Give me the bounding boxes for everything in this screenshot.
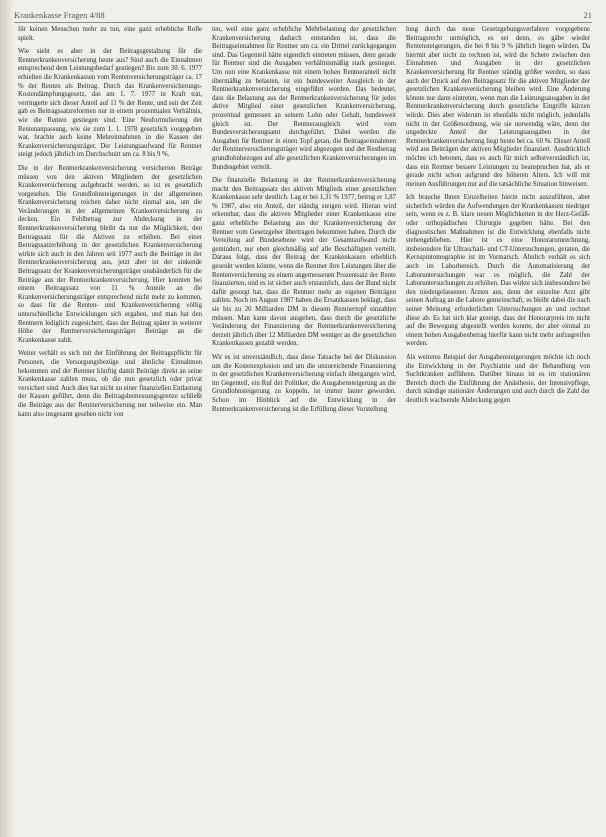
column-3 xyxy=(406,26,590,825)
header-rule xyxy=(14,22,592,23)
page-header xyxy=(14,8,592,22)
paragraph: Die finanzielle Belastung in der Rentnerkrankenversicherung macht den Beitragssatz des aktiven Mitglieds einer gesetzlichen Krankenkasse sehr deutlich. Lag er bei 1,31 % 1977, betrug er 1,87 % 1987, also ein Anteil, der ständig steigen wird. Hieran wird erkennbar, dass die aktiven Mitglieder einer Krankenkasse eine ganz erhebliche Belastung aus der Krankenversicherung der Rentner vom Gesetzgeber übertragen bekommen haben. Durch die Verteilung auf Bundesebene wird der Gesamtaufwand nicht gemindert, nur eben gleichmäßig auf alle Beschäftigten verteilt. Daraus folgt, dass der Beitrag der Krankenkassen erheblich gesenkt werden könnte, wenn die Rentner ihre Leistungen über die Rentenversicherung zu einem angemessenen Prozentsatz der Rente finanzierten, und es ist sicher auch erstaunlich, dass der Bund nicht dafür gesorgt hat, dass die Rentner mehr an eigenen Beiträgen zahlen. Noch im August 1987 haben die Ersatzkassen beklagt, dass sie bis zu 20 Milliarden DM in diesem Rentnertopf einzahlen müssen. Man kann davon ausgehen, dass durch die gesetzliche Veränderung der Finanzierung der Rentnerkrankenversicherung derzeit jährlich über 12 Milliarden DM weniger an die gesetzlichen Krankenkassen gezahlt werden. xyxy=(212,177,396,348)
paragraph: Wir es ist unverständlich, dass diese Tatsache bei der Diskussion um die Kostenexplosion und um die unzureichende Finanzierung in der gesetzlichen Krankenversicherung einfach übergangen wird, im Gegenteil, ein Ruf der Politiker, die Ausgabensteigerung an die Grundlohnsteigerung zu koppeln, ist immer lauter geworden. Schon im Hinblick auf die Entwicklung in der Rentnerkrankenversicherung ist die Erfüllung dieser Vorstellung xyxy=(212,353,396,413)
paragraph: Ich brauche Ihnen Einzelheiten hierin nicht auszuführen, aber sicherlich würden die Aufwendungen der Krankenkassen niedriger sein, wenn es z. B. klare neuen Möglichkeiten in der Herz-Gefäß- oder orthopädischen Chirurgie gegeben hätte. Bei den diagnostischen Maßnahmen ist die Entwicklung ebenfalls nicht stehengeblieben. Hier ist es eine Honorarumrechnung, insbesondere für Ultraschall- und CT-Untersuchungen, geraten, die Kernspintomographie ist im Vormarsch. Ähnlich verhält es sich auch im Laborbereich. Durch die Automatisierung der Laboruntersuchungen war es möglich, die Zahl der Laboruntersuchungen zu erhöhen. Das wirkte sich insbesondere bei den niedergelassenen Ärzten aus, denn der einzelne Arzt gibt seinen Auftrag an die Labore gemeinschaft, es bleibt dabei die nach seiner Meinung erforderlichen Untersuchungen an und rechnet diese ab. Es hat sich klar gezeigt, dass der Honorarpreis im nicht auf die Bewegung abgestellt werden konnte, der aber einmal zu einem hohen Ausgabenbetrag hierfür kann nicht mehr aufzugreifen werden. xyxy=(406,194,590,348)
text-columns xyxy=(18,26,590,825)
column-1 xyxy=(18,26,202,825)
paragraph: für keinen Menschen mehr zu tun, eine ganz erhebliche Rolle spielt. xyxy=(18,26,202,42)
running-head: Krankenkasse Fragen 4/88 xyxy=(14,10,105,20)
paragraph: Die in der Rentnerkrankenversicherung versicherten Beträge müssen von den aktiven Mitgliedern der gesetzlichen Krankenversicherung aufgebracht werden, so ist es gesetzlich vorgesehen. Die Grundlohnsteigerungen in der allgemeinen Krankenversicherung reichen daher nicht einmal aus, um die Veränderungen in der allgemeinen Krankenversicherung zu decken. Ein Fehlbetrag zur Abdeckung in der Rentnerkrankenversicherung bleibt da nur die Möglichkeit, den Beitragssatz für die Aktiven zu erhöhen. Bei einer Beitragssatzerhöhung in der gesetzlichen Krankenversicherung wirkte sich auch in den Jahren seit 1977 auch die Beiträge in der Rentnerkrankenversicherung aus, jetzt aber ist der sinkende Beitragssatz der Krankenversicherungsträger unabänderlich für die Beiträge aus der Rentnerkrankenversicherung. Hier konnten bei einem Beitragssatz von 11 % Anteile an die Krankenversicherungsträger entsprechend nicht mehr zu kommen, so dass für die Renten- und Krankenversicherung völlig unterschiedliche Entwicklungen sich ergaben, und man hat den Rentnern lediglich zugesichert, dass der Beitrag später in weiterer Höhe der Rentnerversicherungsträger Beiträge an die Krankenkasse zahlt. xyxy=(18,164,202,344)
scan-binding-shadow xyxy=(0,0,14,837)
page-number: 21 xyxy=(583,10,592,20)
paragraph: Weiter verhält es sich mit der Einführung der Beitragspflicht für Personen, die Versorgungsbezüge und ähnliche Einnahmen bekommen und der Rentner künftig damit Beiträge direkt an seine Krankenkasse zahlen muss, ob die nun gesetzlich oder privat versichert sind. Auch dies hat nicht zu einer finanziellen Entlastung der Kassen geführt, denn die Beitragsbemessungsgrenze schließt die Beiträge aus der Rentnerversicherung nur teilweise ein. Man kann also insgesamt gesehen nicht von xyxy=(18,350,202,418)
paragraph: ten, weil eine ganz erhebliche Mehrbelastung der gesetzlichen Krankenversicherung dadurch entstanden ist, dass die Beitragseinnahmen für Rentner um ca. ein Drittel zurückgegangen sind. Das Gegenteil hätte eigentlich eintreten müssen, denn gerade für Rentner sind die Ausgaben verhältnismäßig stark gestiegen. Um nun eine Krankenkasse mit einem hohen Rentneranteil nicht übermäßig zu belasten, ist ein bundesweiter Ausgleich in der Rentnerkrankenversicherung eingeführt worden. Das bedeutet, dass die Belastung aus der Rentnerkrankenversicherung für jedes aktive Mitglied einer gesetzlichen Krankenversicherung, prozentual gemessen an seinem Lohn oder Gehalt, bundesweit gleich ist. Der Rentnerausgleich wird vom Bundesversicherungsamt durchgeführt. Dabei werden die Ausgaben für Rentner in einen Topf getan, die Beitragseinnahmen der Rentnerversicherungsträger wird abgezogen und der Restbetrag grundlohnbezogen auf alle gesetzlichen Krankenversicherungen im Bundesgebiet verteilt. xyxy=(212,26,396,171)
paragraph: Als weiteres Beispiel der Ausgabensteigerungen möchte ich noch die Entwicklung in der Psychiatrie und der Behandlung von Suchtkranken aufführen. Darüber hinaus ist es im stationären Bereich durch die Einführung der Anästhesie, der Intensivpflege, durch ständige stationäre Änderungen und auch durch die Zahl der deutlich wachsende Abdeckung gegen xyxy=(406,353,590,404)
paragraph: lung durch das neue Gesetzgebungsverfahren vorgegebene Beitragsrecht unmöglich, es sei denn, es gäbe wieder Rentensteigerungen, die bei 8 bis 9 % jährlich liegen würden. Da hiermit aber nicht zu rechnen ist, wird die Schere zwischen den Einnahmen und Ausgaben in der gesetzlichen Krankenversicherung für Rentner ständig größer werden, so dass auch der Druck auf den Beitragssatz für die aktiven Mitglieder der gesetzlichen Krankenversicherung bleiben wird. Eine Änderung könnte nur dann eintreten, wenn man die Leistungsausgaben in der Rentnerkrankenversicherung durch gesetzliche Eingriffe kürzen würde. Dies aber widerum ist ebenfalls nicht möglich, jedenfalls nicht in der Größenordnung, wie sie notwendig wäre, denn der ungedeckte Anteil der Leistungsausgaben in der Rentnerkrankenversicherung liegt heute bei ca. 60 %. Dieser Anteil wird aus Beiträgen der aktiven Mitglieder finanziert. Ausdrücklich möchte ich betonen, dass es auch für mich selbstverständlich ist, dass ein Rentner bessere Leistungen zu beanspruchen hat, als er gerade nicht schon aufgrund des höheren Alters. Ich will mit meinen Ausführungen nur auf die tatsächliche Situation hinweisen. xyxy=(406,26,590,188)
column-2 xyxy=(212,26,396,825)
paragraph: Wie sieht es aber in der Beitragsgestaltung für die Rentnerkrankenversicherung heute aus? Sind auch die Einnahmen entsprechend dem Leistungsbedarf gestiegen? Bis zum 30. 6. 1977 erhielten die Krankenkassen vom Rentenversicherungsträger ca. 17 % der Renten als Beitrag. Durch das Krankenversicherungs-Kostendämpfungsgesetz, das am 1. 7. 1977 in Kraft trat, verringerte sich dieser Anteil auf 11 % der Rente, und seit der Zeit gab es Beitragssatzreformen nur in einem prozentualen Verhältnis, wie die Renten gestiegen sind. Eine Neuformulierung der Rentenanpassung, wie sie zum 1. 1. 1978 gesetzlich vorgegeben war, brachte auch keine Mehreinnahmen in die Kassen der Krankenversicherungsträger. Der Leistungsaufwand für Rentner steigt jedoch jährlich im Durchschnitt um ca. 8 bis 9 %. xyxy=(18,48,202,159)
